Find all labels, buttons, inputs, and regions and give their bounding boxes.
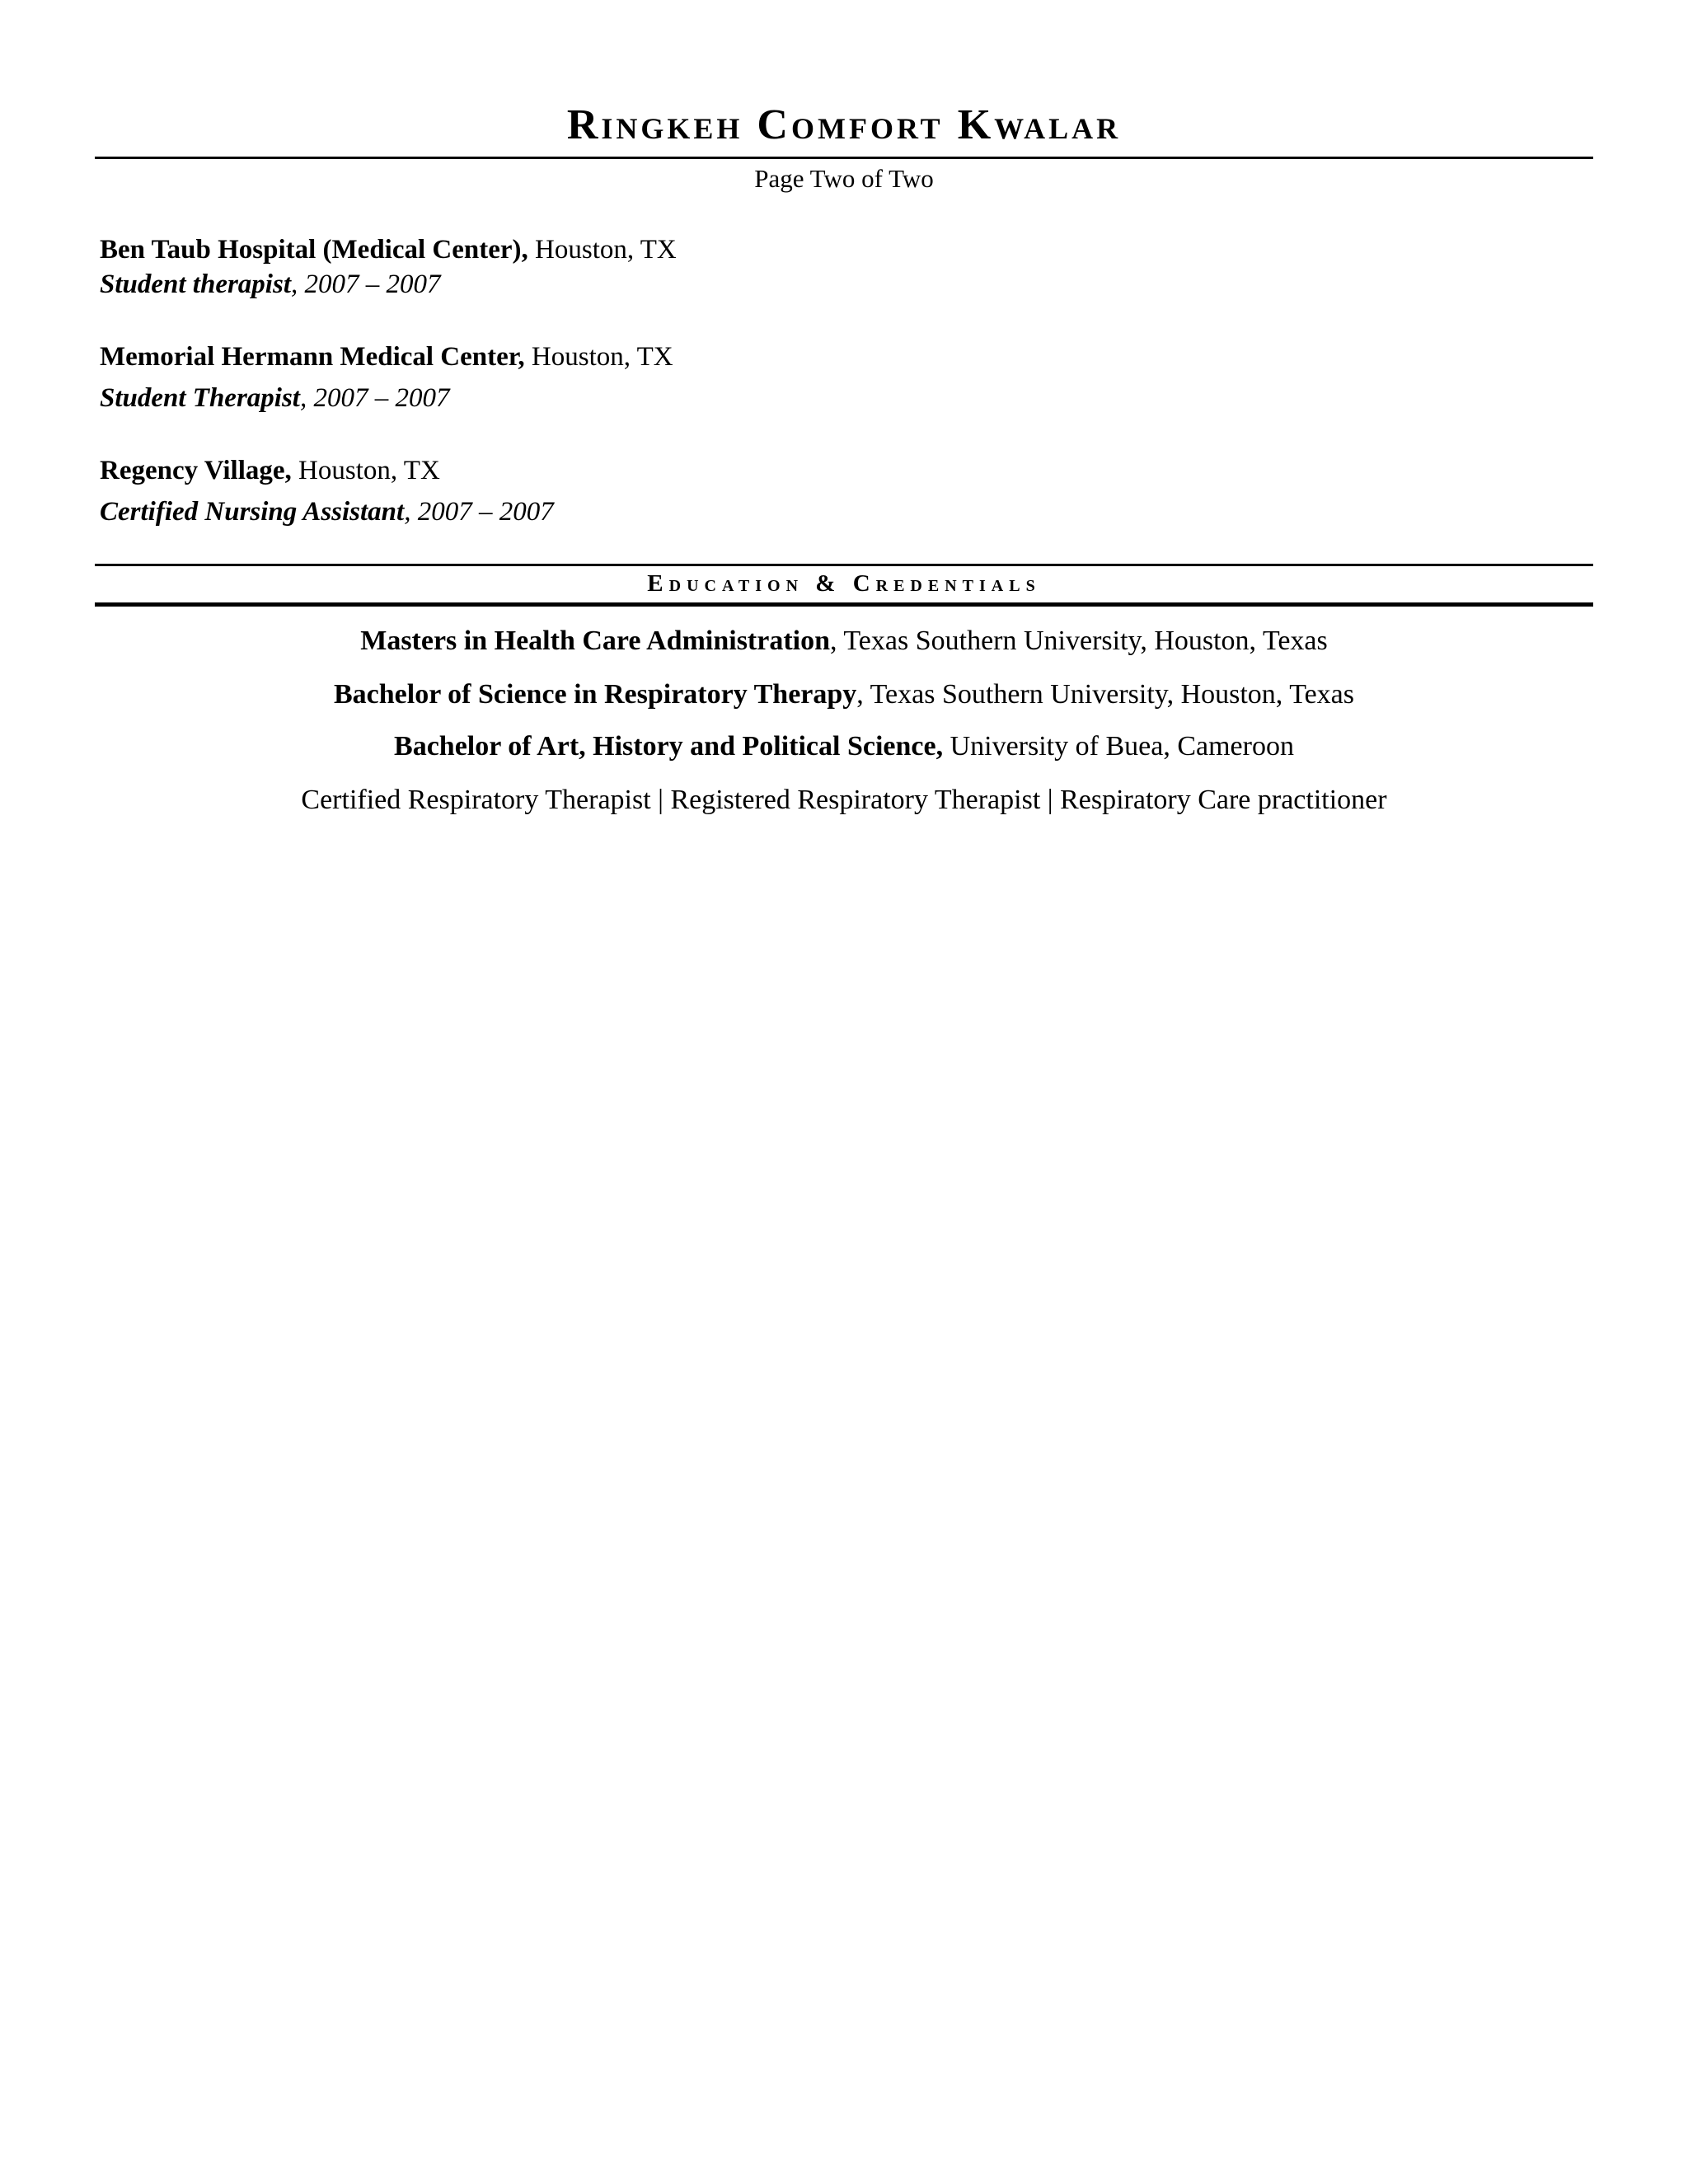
candidate-name: Ringkeh Comfort Kwalar	[566, 101, 1122, 148]
degree-detail: University of Buea, Cameroon	[943, 731, 1294, 762]
degree-detail: , Texas Southern University, Houston, Texas	[830, 626, 1328, 656]
section-divider-top	[95, 564, 1593, 566]
employer-line	[100, 232, 1089, 267]
degree-entry	[95, 729, 1593, 764]
role-line	[100, 381, 1089, 415]
employer-location: Houston, TX	[528, 235, 677, 265]
degree-detail: , Texas Southern University, Houston, Texas	[856, 679, 1354, 710]
page-number-label: Page Two of Two	[754, 164, 934, 193]
employer-line	[100, 340, 1089, 374]
degree-entry	[95, 677, 1593, 712]
role-line	[100, 267, 1089, 302]
experience-entry	[100, 453, 1089, 529]
job-role: Student therapist	[100, 269, 291, 299]
degree-name: Bachelor of Science in Respiratory Therapy	[333, 679, 857, 710]
job-dates: , 2007 – 2007	[404, 497, 554, 527]
header-divider	[95, 157, 1593, 159]
job-dates: , 2007 – 2007	[290, 269, 441, 299]
employer-location: Houston, TX	[524, 342, 673, 372]
employer-name: Regency Village,	[100, 456, 292, 485]
section-title-education: Education & Credentials	[647, 570, 1041, 597]
employer-name: Ben Taub Hospital (Medical Center),	[100, 235, 528, 265]
credentials-line: Certified Respiratory Therapist | Registered Respiratory Therapist | Respiratory Care practitioner	[301, 785, 1387, 815]
degree-entry	[95, 624, 1593, 658]
job-dates: , 2007 – 2007	[299, 383, 450, 413]
employer-location: Houston, TX	[291, 456, 440, 485]
degree-name: Bachelor of Art, History and Political Science,	[394, 731, 944, 762]
experience-entry	[100, 232, 1089, 302]
role-line	[100, 494, 1089, 529]
experience-entry	[100, 340, 1089, 415]
job-role: Student Therapist	[100, 383, 300, 413]
job-role: Certified Nursing Assistant	[100, 497, 405, 527]
employer-name: Memorial Hermann Medical Center,	[100, 342, 525, 372]
degree-name: Masters in Health Care Administration	[360, 626, 831, 656]
section-divider-bottom	[95, 602, 1593, 607]
employer-line	[100, 453, 1089, 488]
